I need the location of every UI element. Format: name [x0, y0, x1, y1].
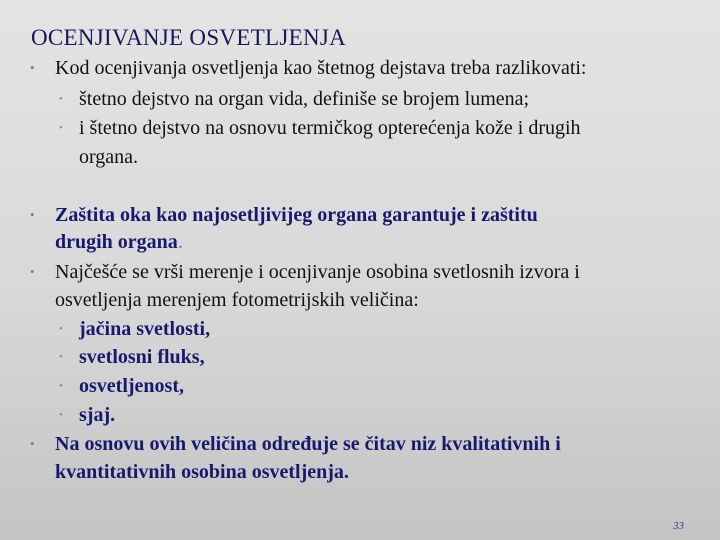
- sub-bullet-1-2-text-cont: organa.: [79, 146, 139, 168]
- bullet-3-text-cont: osvetljenja merenjem fotometrijskih veličina:: [55, 289, 419, 311]
- sub-bullet-icon: •: [59, 380, 63, 392]
- bullet-1-text: Kod ocenjivanja osvetljenja kao štetnog dejstava treba razlikovati:: [55, 57, 587, 79]
- sub-bullet-3-1-text: jačina svetlosti,: [79, 318, 211, 340]
- bullet-4-text: Na osnovu ovih veličina određuje se čitav niz kvalitativnih i: [55, 433, 561, 455]
- sub-bullet-icon: •: [59, 122, 63, 134]
- bullet-icon: •: [30, 60, 35, 75]
- bullet-icon: •: [30, 264, 35, 279]
- slide-title: OCENJIVANJE OSVETLJENJA: [31, 25, 347, 50]
- sub-bullet-icon: •: [59, 409, 63, 421]
- bullet-icon: •: [30, 436, 35, 451]
- sub-bullet-icon: •: [59, 351, 63, 363]
- sub-bullet-3-2-text: svetlosni fluks,: [79, 346, 205, 368]
- sub-bullet-3-3-text: osvetljenost,: [79, 375, 184, 397]
- sub-bullet-1-2-text: i štetno dejstvo na osnovu termičkog opterećenja kože i drugih: [79, 117, 581, 139]
- bullet-2-text: Zaštita oka kao najosetljivijeg organa garantuje i zaštitu: [55, 204, 538, 226]
- bullet-2-text-cont: [55, 230, 183, 254]
- page-number: 33: [673, 520, 684, 532]
- sub-bullet-icon: •: [59, 323, 63, 335]
- bullet-4-text-cont: kvantitativnih osobina osvetljenja.: [55, 461, 349, 483]
- bullet-3-text: Najčešće se vrši merenje i ocenjivanje osobina svetlosnih izvora i: [55, 261, 580, 283]
- bullet-2-trailing-period: .: [177, 231, 183, 253]
- sub-bullet-3-4-text: sjaj.: [79, 404, 116, 426]
- sub-bullet-icon: •: [59, 93, 63, 105]
- bullet-2-text-cont-body: drugih organa: [55, 231, 178, 253]
- sub-bullet-1-1-text: štetno dejstvo na organ vida, definiše se brojem lumena;: [79, 88, 530, 110]
- bullet-icon: •: [30, 207, 35, 222]
